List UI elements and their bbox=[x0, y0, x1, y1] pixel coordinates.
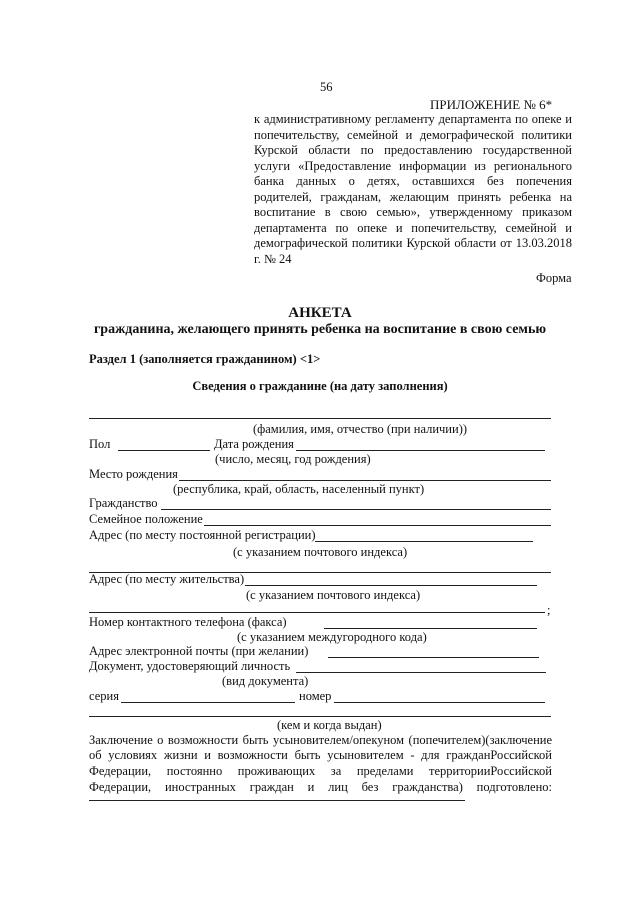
appendix-line: попечительству, семейной и демографической политики bbox=[254, 127, 572, 142]
appendix-line: воспитание в свою семью», утвержденному приказом bbox=[254, 205, 572, 219]
family-status-input-line[interactable] bbox=[204, 525, 551, 526]
number-label: номер bbox=[299, 689, 332, 703]
phone-label: Номер контактного телефона (факса) bbox=[89, 615, 287, 629]
appendix-text bbox=[254, 112, 572, 267]
sex-label: Пол bbox=[89, 437, 111, 451]
appendix-line: Курской области по предоставлению государственной bbox=[254, 143, 572, 157]
phone-hint: (с указанием междугородного кода) bbox=[237, 630, 427, 644]
appendix-line: г. № 24 bbox=[254, 251, 292, 266]
sex-input-line[interactable] bbox=[118, 450, 210, 451]
email-input-line[interactable] bbox=[328, 657, 539, 658]
postal-hint-2: (с указанием почтового индекса) bbox=[246, 588, 421, 602]
semicolon: ; bbox=[547, 603, 551, 617]
citizenship-label: Гражданство bbox=[89, 496, 158, 510]
birth-place-hint: (республика, край, область, населенный пункт) bbox=[173, 482, 425, 496]
appendix-line: банка данных о детях, оставшихся без попечения bbox=[254, 174, 572, 188]
conclusion-line: Заключение о возможности быть усыновителем/опекуном (попечителем)(заключение bbox=[89, 733, 552, 747]
id-doc-hint: (вид документа) bbox=[222, 674, 309, 688]
page-number: 56 bbox=[320, 80, 333, 94]
conclusion-line: об условиях жизни и возможности быть усыновителем - для гражданРоссийской bbox=[89, 748, 552, 762]
info-heading: Сведения о гражданине (на дату заполнения) bbox=[192, 379, 448, 393]
appendix-line: департамента по опеке и попечительству, семейной и bbox=[254, 220, 572, 235]
issued-hint: (кем и когда выдан) bbox=[277, 718, 382, 732]
form-subtitle: гражданина, желающего принять ребенка на воспитание в свою семью bbox=[93, 322, 547, 337]
issued-input-line[interactable] bbox=[89, 716, 551, 717]
reg-address-label: Адрес (по месту постоянной регистрации) bbox=[89, 528, 316, 542]
birth-date-label: Дата рождения bbox=[214, 437, 294, 451]
citizenship-input-line[interactable] bbox=[161, 509, 551, 510]
appendix-line: к административному регламенту департамента по опеке и bbox=[254, 112, 572, 126]
series-input-line[interactable] bbox=[121, 702, 295, 703]
conclusion-input-line[interactable] bbox=[89, 800, 465, 801]
series-label: серия bbox=[89, 689, 119, 703]
conclusion-line: Федерации, иностранных граждан и лиц без гражданства) подготовлено: bbox=[89, 780, 552, 794]
phone-input-line[interactable] bbox=[324, 628, 537, 629]
appendix-title: ПРИЛОЖЕНИЕ № 6* bbox=[430, 97, 553, 112]
id-doc-input-line[interactable] bbox=[296, 672, 546, 673]
living-address-label: Адрес (по месту жительства) bbox=[89, 572, 245, 586]
birth-place-input-line[interactable] bbox=[179, 480, 551, 481]
id-doc-label: Документ, удостоверяющий личность bbox=[89, 659, 291, 673]
birth-date-hint: (число, месяц, год рождения) bbox=[215, 452, 371, 466]
section-heading: Раздел 1 (заполняется гражданином) <1> bbox=[89, 352, 321, 366]
birth-place-label: Место рождения bbox=[89, 467, 178, 481]
appendix-line: демографической политики Курской области от 13.03.2018 bbox=[254, 236, 572, 250]
fio-hint: (фамилия, имя, отчество (при наличии)) bbox=[253, 422, 468, 436]
appendix-line: родителей, гражданам, желающим принять ребенка на bbox=[254, 189, 572, 204]
number-input-line[interactable] bbox=[334, 702, 545, 703]
conclusion-line: Федерации, постоянно проживающих за пределами территорииРоссийской bbox=[89, 764, 552, 778]
family-status-label: Семейное положение bbox=[89, 512, 203, 526]
birth-date-input-line[interactable] bbox=[296, 450, 545, 451]
email-label: Адрес электронной почты (при желании) bbox=[89, 644, 309, 658]
form-label: Форма bbox=[536, 271, 572, 285]
form-title: АНКЕТА bbox=[288, 305, 352, 321]
reg-address-input-line[interactable] bbox=[315, 541, 533, 542]
postal-hint: (с указанием почтового индекса) bbox=[233, 545, 408, 559]
living-address-input-line[interactable] bbox=[245, 585, 537, 586]
fio-input-line[interactable] bbox=[89, 418, 551, 419]
appendix-line: услуги «Предоставление информации из регионального bbox=[254, 158, 572, 173]
living-address-input-line-2[interactable] bbox=[89, 612, 545, 613]
